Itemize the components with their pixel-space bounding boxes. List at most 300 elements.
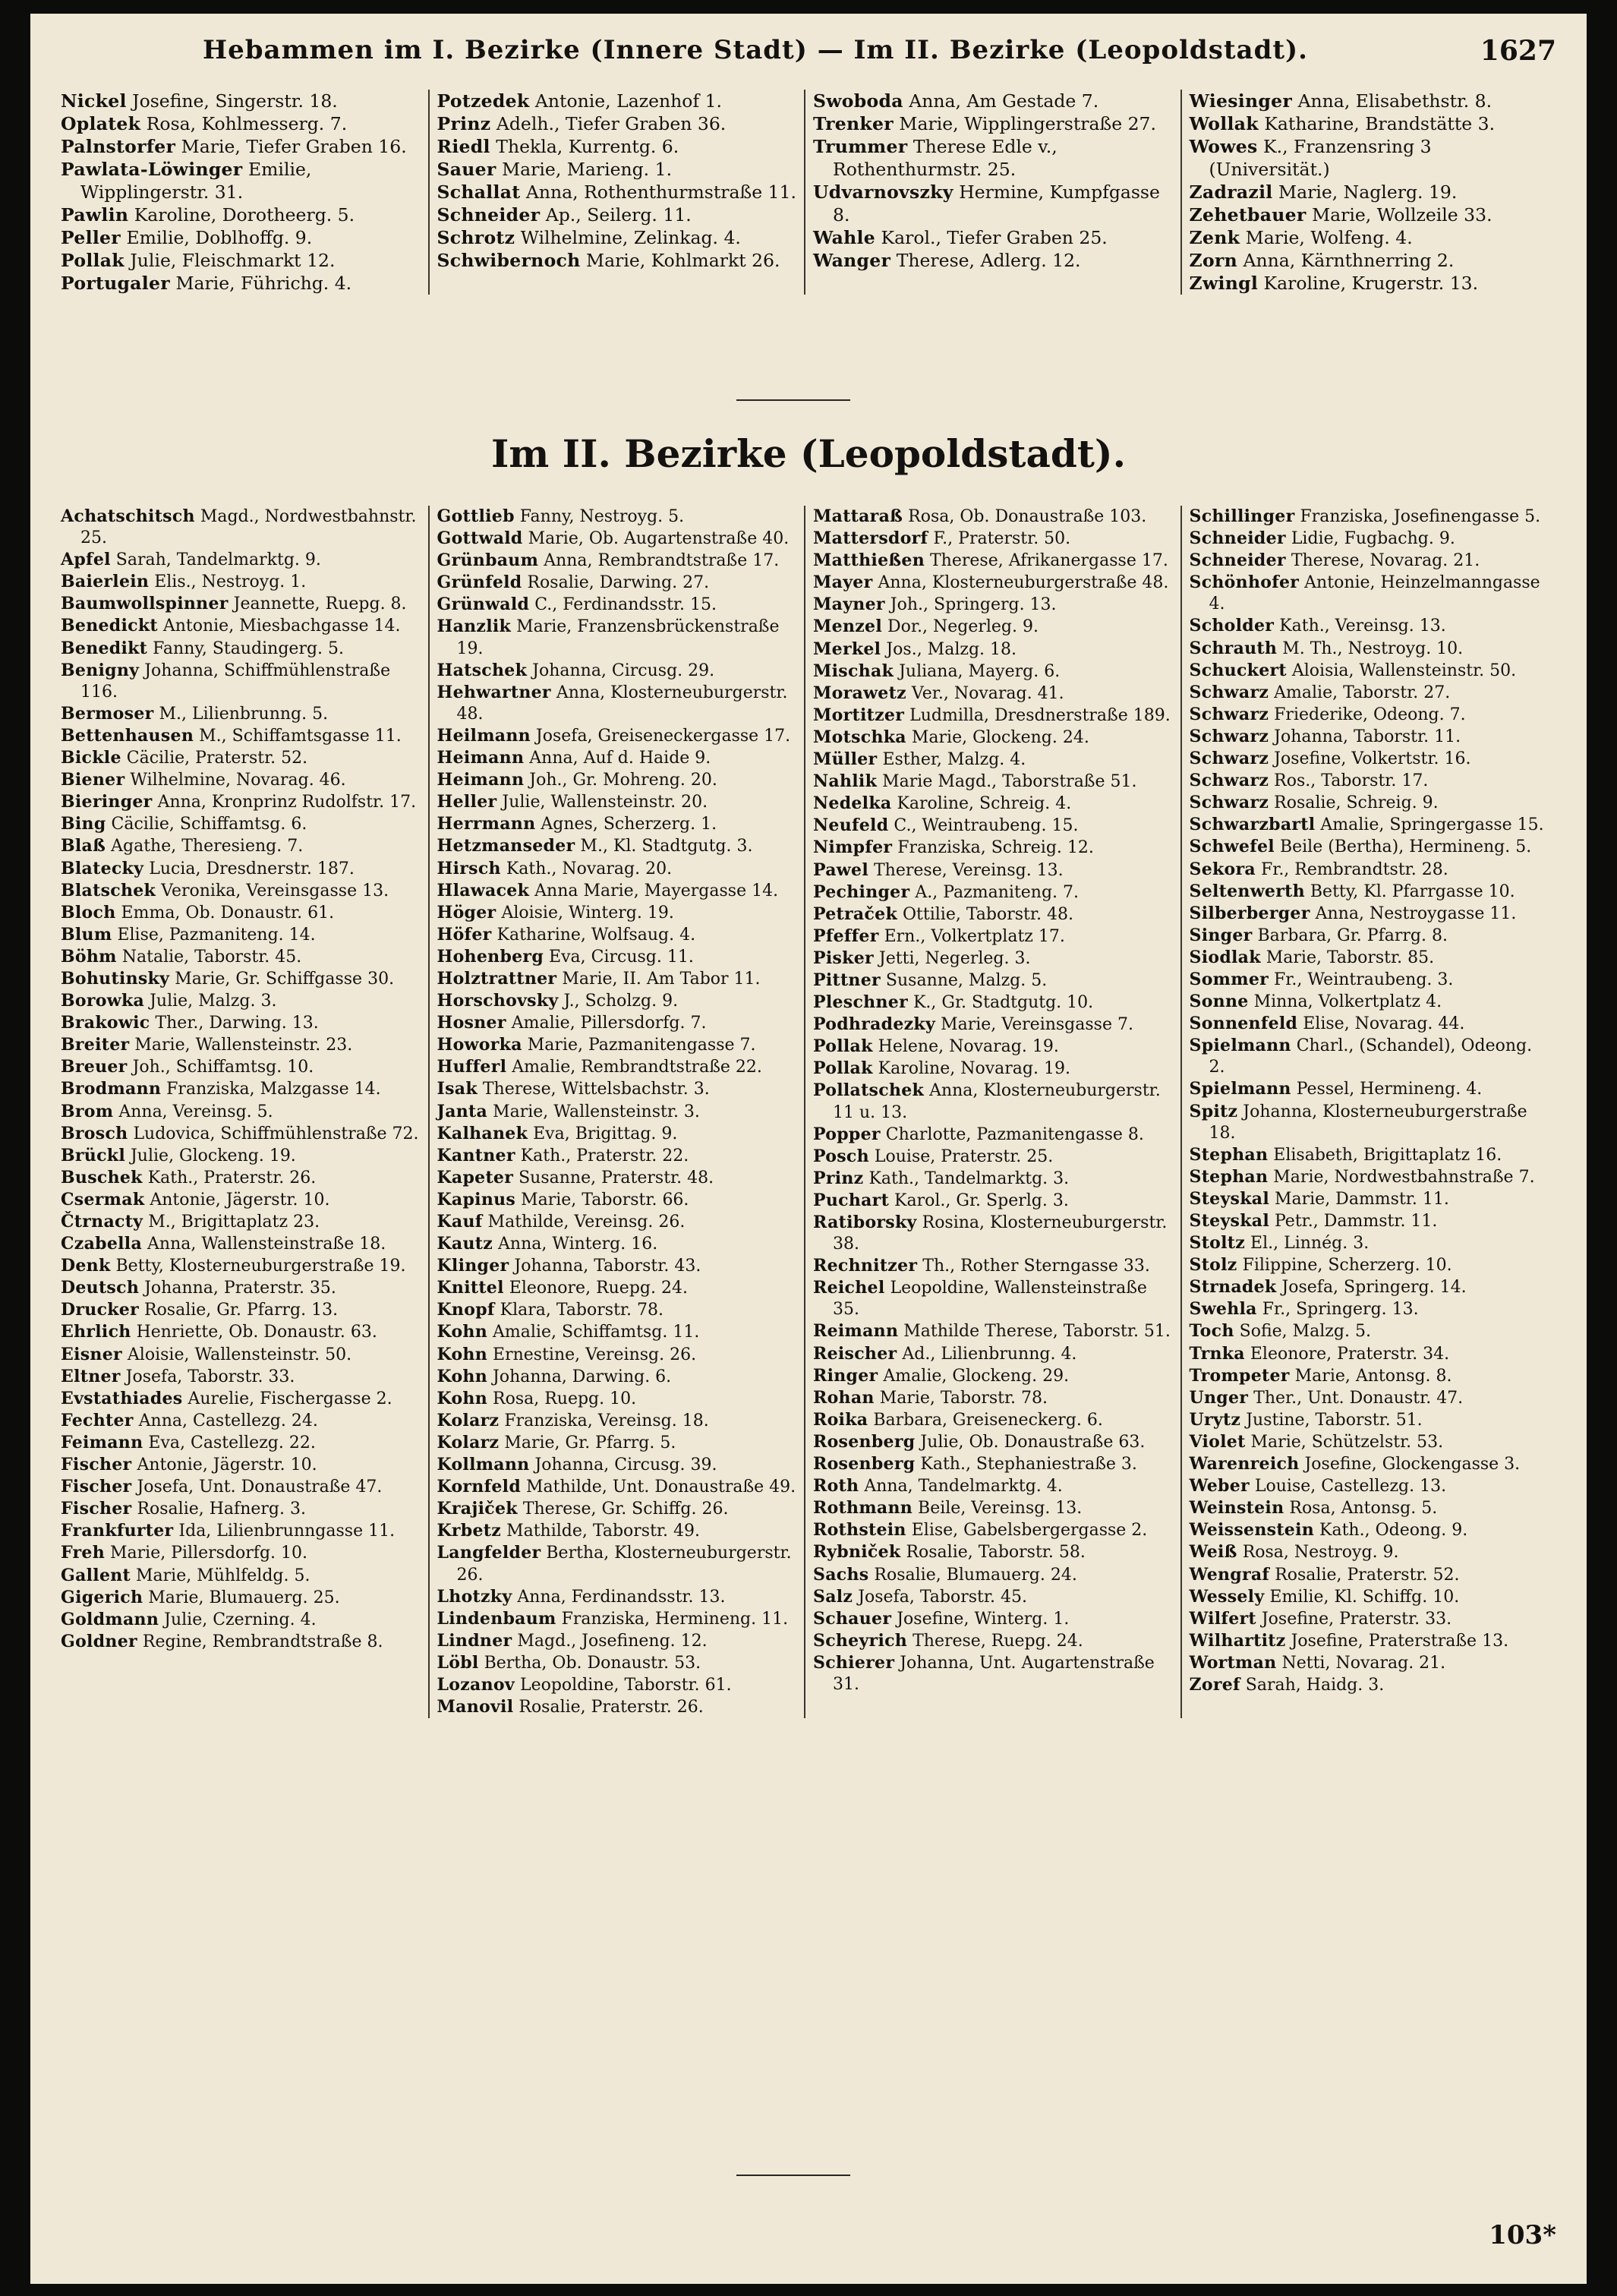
entry-surname: Motschka <box>813 727 906 747</box>
entry-surname: Rosenberg <box>813 1454 916 1474</box>
entry-surname: Deutsch <box>61 1278 140 1298</box>
entry-details: Joh., Gr. Mohreng. 20. <box>529 771 717 790</box>
entry-surname: Toch <box>1189 1321 1234 1342</box>
listing-entry <box>61 1454 421 1476</box>
listing-entry <box>1190 1409 1549 1431</box>
entry-details: Ern., Volkertplatz 17. <box>884 926 1065 946</box>
listing-entry <box>813 815 1173 837</box>
entry-details: Bertha, Ob. Donaustr. 53. <box>484 1653 701 1673</box>
entry-surname: Matthießen <box>813 550 925 571</box>
entry-surname: Kalhanek <box>437 1123 528 1143</box>
entry-details: Marie, Wolfeng. 4. <box>1245 227 1413 248</box>
listing-entry <box>437 682 797 725</box>
entry-surname: Kollmann <box>437 1455 530 1475</box>
entry-surname: Buschek <box>61 1167 143 1187</box>
entry-details: Marie, Wollzeile 33. <box>1312 204 1492 226</box>
listing-entry <box>437 226 797 249</box>
listing-entry <box>61 1565 421 1587</box>
listing-entry <box>813 1519 1173 1541</box>
entry-surname: Lozanov <box>437 1674 515 1695</box>
entry-surname: Udvarnovszky <box>813 181 953 203</box>
entry-surname: Hosner <box>437 1013 506 1033</box>
entry-surname: Lindner <box>437 1630 512 1651</box>
listing-entry <box>813 528 1173 550</box>
entry-details: Rosalie, Gr. Pfarrg. 13. <box>144 1301 339 1320</box>
entry-surname: Violet <box>1189 1431 1246 1452</box>
listing-entry <box>1190 249 1549 272</box>
entry-surname: Schwarzbartl <box>1189 815 1316 835</box>
listing-entry <box>813 1277 1173 1320</box>
listing-entry <box>437 1277 797 1299</box>
entry-surname: Borowka <box>61 991 145 1011</box>
entry-surname: Schauer <box>813 1608 892 1629</box>
entry-surname: Neufeld <box>813 815 889 836</box>
entry-surname: Potzedek <box>437 90 530 112</box>
entry-details: Lidie, Fugbachg. 9. <box>1291 529 1455 549</box>
listing-entry <box>437 1101 797 1123</box>
listing-entry <box>813 1564 1173 1586</box>
entry-details: Marie, Dammstr. 11. <box>1274 1189 1449 1209</box>
entry-surname: Kapeter <box>437 1167 514 1187</box>
signature-mark: 103* <box>1489 2220 1556 2250</box>
listing-entry <box>813 749 1173 771</box>
listing-entry <box>1190 1365 1549 1387</box>
entry-details: Charlotte, Pazmanitengasse 8. <box>885 1124 1144 1144</box>
entry-details: Anna, Rembrandtstraße 17. <box>544 551 780 571</box>
listing-entry <box>1190 1013 1549 1035</box>
listing-entry <box>813 1343 1173 1365</box>
listing-entry <box>813 1431 1173 1453</box>
entry-details: Marie, Antonsg. 8. <box>1294 1366 1452 1386</box>
entry-surname: Spielmann <box>1189 1079 1291 1099</box>
entry-surname: Hetzmanseder <box>437 836 575 856</box>
entry-details: Aloisia, Wallensteinstr. 50. <box>1291 661 1517 680</box>
entry-surname: Reischer <box>813 1343 897 1364</box>
entry-details: Susanne, Malzg. 5. <box>885 970 1048 990</box>
entry-details: Kath., Praterstr. 22. <box>520 1146 689 1165</box>
entry-details: Rosina, Klosterneuburgerstr. 38. <box>833 1213 1168 1254</box>
entry-details: Adelh., Tiefer Graben 36. <box>496 113 727 134</box>
page-header <box>61 35 1556 84</box>
listing-entry <box>437 880 797 902</box>
entry-details: Sofie, Malzg. 5. <box>1239 1322 1371 1342</box>
entry-details: Josefa, Greiseneckergasse 17. <box>535 726 791 746</box>
entry-surname: Schwefel <box>1189 837 1275 857</box>
entry-surname: Steyskal <box>1189 1211 1269 1231</box>
entry-surname: Steyskal <box>1189 1188 1269 1209</box>
entry-surname: Müller <box>813 749 878 770</box>
entry-surname: Schallat <box>437 181 521 203</box>
listing-entry <box>1190 1608 1549 1630</box>
entry-surname: Fischer <box>61 1499 132 1519</box>
listing-entry <box>1190 1210 1549 1232</box>
entry-surname: Grünfeld <box>437 572 522 593</box>
entry-details: Karoline, Schreig. 4. <box>897 794 1072 814</box>
entry-details: Ernestine, Vereinsg. 26. <box>493 1345 697 1364</box>
entry-details: Amalie, Springergasse 15. <box>1320 815 1544 835</box>
entry-details: Therese Edle v., Rothenthurmstr. 25. <box>833 136 1058 180</box>
entry-details: Anna, Winterg. 16. <box>498 1235 658 1254</box>
entry-surname: Rohan <box>813 1387 875 1408</box>
entry-details: Kath., Praterstr. 26. <box>147 1168 317 1187</box>
entry-details: Thekla, Kurrentg. 6. <box>496 136 679 157</box>
entry-details: Rosa, Antonsg. 5. <box>1289 1499 1438 1519</box>
entry-surname: Schillinger <box>1189 506 1295 526</box>
entry-details: Agnes, Scherzerg. 1. <box>541 815 717 834</box>
entry-details: Beile (Bertha), Hermineng. 5. <box>1279 837 1532 857</box>
listing-entry <box>61 1277 421 1299</box>
entry-surname: Seltenwerth <box>1189 881 1305 901</box>
entry-details: Marie, Glockeng. 24. <box>911 727 1089 747</box>
listing-entry <box>61 1012 421 1034</box>
column-3 <box>804 90 1180 295</box>
district-2-listing <box>61 506 1556 1718</box>
entry-details: Agathe, Theresieng. 7. <box>111 837 304 856</box>
listing-entry <box>437 135 797 158</box>
entry-details: Juliana, Mayerg. 6. <box>899 661 1061 681</box>
listing-entry <box>1190 1630 1549 1652</box>
entry-details: Ottilie, Taborstr. 48. <box>903 904 1073 924</box>
entry-surname: Schwibernoch <box>437 250 581 271</box>
entry-surname: Pechinger <box>813 882 910 902</box>
entry-surname: Nimpfer <box>813 837 893 858</box>
entry-details: Johanna, Circusg. 39. <box>534 1456 717 1475</box>
entry-details: Marie, Pillersdorfg. 10. <box>110 1544 307 1563</box>
listing-entry <box>813 793 1173 815</box>
entry-details: Fr., Springerg. 13. <box>1262 1300 1419 1320</box>
entry-surname: Stolz <box>1189 1255 1237 1276</box>
entry-surname: Rosenberg <box>813 1431 916 1452</box>
entry-surname: Schwarz <box>1189 749 1269 769</box>
entry-details: Julie, Fleischmarkt 12. <box>130 250 336 271</box>
entry-surname: Pleschner <box>813 992 908 1013</box>
entry-details: Jetti, Negerleg. 3. <box>878 948 1031 968</box>
entry-details: Rosalie, Praterstr. 26. <box>519 1698 704 1717</box>
entry-surname: Sommer <box>1189 969 1269 989</box>
listing-entry <box>813 506 1173 528</box>
listing-entry <box>61 1344 421 1366</box>
listing-entry <box>437 572 797 594</box>
entry-details: Anna, Ferdinandsstr. 13. <box>517 1587 726 1607</box>
entry-surname: Schwarz <box>1189 726 1269 746</box>
listing-entry <box>437 769 797 791</box>
entry-details: Eleonore, Ruepg. 24. <box>509 1279 688 1298</box>
entry-surname: Spitz <box>1189 1101 1238 1121</box>
listing-entry <box>61 1631 421 1653</box>
entry-surname: Schneider <box>437 204 541 226</box>
listing-entry <box>437 1696 797 1718</box>
entry-details: Therese, Vereinsg. 13. <box>874 860 1064 880</box>
entry-surname: Csermak <box>61 1189 145 1210</box>
entry-details: J., Scholzg. 9. <box>563 992 679 1011</box>
entry-surname: Trnka <box>1189 1343 1245 1364</box>
entry-details: Jeannette, Ruepg. 8. <box>233 594 407 614</box>
listing-entry <box>437 1388 797 1410</box>
entry-surname: Blaß <box>61 836 106 856</box>
entry-details: Marie, Schützelstr. 53. <box>1250 1432 1444 1452</box>
listing-entry <box>437 1255 797 1277</box>
listing-entry <box>813 970 1173 992</box>
entry-surname: Silberberger <box>1189 903 1310 923</box>
entry-details: Hermine, Kumpfgasse 8. <box>833 181 1160 226</box>
listing-entry <box>437 1145 797 1167</box>
entry-details: Anna, Kronprinz Rudolfstr. 17. <box>157 793 417 812</box>
entry-surname: Mortitzer <box>813 705 905 725</box>
entry-details: Kath., Stephaniestraße 3. <box>920 1455 1137 1474</box>
listing-entry <box>1190 1276 1549 1298</box>
entry-details: Julie, Czerning. 4. <box>164 1610 317 1629</box>
entry-details: Joh., Schiffamtsg. 10. <box>132 1058 314 1077</box>
entry-surname: Roika <box>813 1409 868 1430</box>
listing-entry <box>813 992 1173 1014</box>
entry-details: Marie, Nordwestbahnstraße 7. <box>1273 1167 1535 1187</box>
entry-details: Eva, Circusg. 11. <box>549 947 694 967</box>
entry-details: Josefine, Glockengasse 3. <box>1304 1455 1521 1474</box>
listing-entry <box>437 835 797 857</box>
listing-entry <box>437 1321 797 1343</box>
entry-details: Th., Rother Sterngasse 33. <box>922 1257 1150 1276</box>
entry-surname: Pollak <box>813 1058 873 1079</box>
entry-surname: Hohenberg <box>437 946 544 967</box>
entry-surname: Manovil <box>437 1697 514 1717</box>
entry-details: M. Th., Nestroyg. 10. <box>1282 639 1464 658</box>
listing-entry <box>813 550 1173 572</box>
entry-details: Betty, Kl. Pfarrgasse 10. <box>1310 882 1515 901</box>
listing-entry <box>1190 1254 1549 1276</box>
listing-entry <box>437 112 797 135</box>
entry-details: Elise, Gabelsbergergasse 2. <box>911 1521 1148 1541</box>
entry-surname: Benedikt <box>61 638 148 658</box>
listing-entry <box>437 1674 797 1696</box>
entry-surname: Rothmann <box>813 1498 913 1519</box>
entry-surname: Palnstorfer <box>61 136 176 157</box>
entry-details: Emma, Ob. Donaustr. 61. <box>121 903 335 922</box>
entry-surname: Bermoser <box>61 703 154 724</box>
entry-details: Karoline, Dorotheerg. 5. <box>134 204 355 226</box>
entry-surname: Rybniček <box>813 1542 901 1563</box>
entry-details: Marie, II. Am Tabor 11. <box>562 969 761 989</box>
listing-entry <box>813 1630 1173 1652</box>
entry-details: Anna, Wallensteinstraße 18. <box>147 1235 386 1254</box>
entry-surname: Kolarz <box>437 1432 500 1452</box>
listing-entry <box>61 1388 421 1410</box>
entry-surname: Rechnitzer <box>813 1256 918 1276</box>
listing-entry <box>437 1012 797 1034</box>
entry-details: Johanna, Unt. Augartenstraße 31. <box>833 1653 1155 1694</box>
listing-entry <box>813 594 1173 616</box>
entry-surname: Menzel <box>813 617 882 637</box>
listing-entry <box>1190 704 1549 726</box>
entry-details: Karoline, Krugerstr. 13. <box>1263 273 1479 294</box>
entry-details: Kath., Odeong. 9. <box>1319 1521 1468 1541</box>
listing-entry <box>1190 660 1549 682</box>
entry-details: Marie, Taborstr. 66. <box>521 1190 689 1210</box>
entry-details: A., Pazmaniteng. 7. <box>915 882 1080 902</box>
entry-details: Fr., Rembrandtstr. 28. <box>1260 859 1448 879</box>
listing-entry <box>1190 1586 1549 1608</box>
listing-entry <box>61 924 421 946</box>
entry-surname: Wahle <box>813 227 876 248</box>
listing-entry <box>61 1366 421 1388</box>
entry-surname: Breuer <box>61 1057 128 1077</box>
entry-surname: Petraček <box>813 904 897 924</box>
entry-details: Leopoldine, Wallensteinstraße 35. <box>833 1279 1147 1320</box>
entry-details: K., Gr. Stadtgutg. 10. <box>913 993 1094 1013</box>
entry-details: Josefine, Volkertstr. 16. <box>1274 749 1471 769</box>
listing-entry <box>437 1233 797 1255</box>
listing-entry <box>1190 814 1549 836</box>
listing-entry <box>813 1409 1173 1431</box>
listing-entry <box>61 158 421 203</box>
entry-details: Joh., Springerg. 13. <box>890 595 1057 615</box>
listing-entry <box>1190 1166 1549 1188</box>
listing-entry <box>437 1586 797 1608</box>
entry-details: Petr., Dammstr. 11. <box>1274 1212 1438 1231</box>
listing-entry <box>437 902 797 924</box>
entry-surname: Czabella <box>61 1234 143 1254</box>
entry-details: Ida, Lilienbrunngasse 11. <box>178 1522 396 1541</box>
entry-details: Karoline, Novarag. 19. <box>878 1059 1070 1079</box>
entry-surname: Bettenhausen <box>61 725 194 746</box>
entry-details: Wilhelmine, Zelinkag. 4. <box>520 227 741 248</box>
entry-details: Marie, Marieng. 1. <box>502 159 673 180</box>
entry-details: Ther., Unt. Donaustr. 47. <box>1253 1388 1464 1408</box>
listing-entry <box>1190 1431 1549 1453</box>
entry-details: Louise, Praterstr. 25. <box>874 1146 1054 1166</box>
listing-entry <box>1190 792 1549 814</box>
entry-details: C., Ferdinandsstr. 15. <box>534 595 717 615</box>
entry-details: Anna, Rothenthurmstraße 11. <box>525 181 797 203</box>
listing-entry <box>61 135 421 158</box>
entry-surname: Weber <box>1189 1476 1250 1496</box>
entry-details: Aloisie, Wallensteinstr. 50. <box>127 1345 352 1364</box>
listing-entry <box>61 946 421 968</box>
listing-entry <box>813 727 1173 749</box>
entry-details: Josefine, Praterstr. 33. <box>1261 1609 1452 1629</box>
entry-details: Sarah, Haidg. 3. <box>1245 1675 1385 1695</box>
entry-surname: Čtrnacty <box>61 1212 143 1232</box>
listing-entry <box>813 639 1173 661</box>
entry-surname: Kohn <box>437 1388 488 1408</box>
entry-details: Aloisie, Winterg. 19. <box>501 903 674 922</box>
entry-surname: Kohn <box>437 1344 488 1364</box>
entry-details: Anna, Auf d. Haide 9. <box>529 749 711 768</box>
entry-details: Johanna, Klosterneuburgerstraße 18. <box>1209 1102 1527 1143</box>
column-4 <box>1180 90 1557 295</box>
listing-entry <box>437 203 797 226</box>
entry-surname: Prinz <box>437 113 491 134</box>
entry-surname: Spielmann <box>1189 1036 1291 1056</box>
entry-surname: Wowes <box>1189 136 1258 157</box>
entry-surname: Scheyrich <box>813 1630 908 1651</box>
entry-surname: Eisner <box>61 1344 122 1364</box>
entry-surname: Posch <box>813 1146 869 1166</box>
entry-surname: Höfer <box>437 924 492 945</box>
entry-surname: Brakowic <box>61 1013 150 1033</box>
entry-details: Ap., Seilerg. 11. <box>545 204 692 226</box>
entry-surname: Schneider <box>1189 550 1286 571</box>
entry-surname: Kohn <box>437 1366 488 1386</box>
listing-entry <box>61 1498 421 1520</box>
entry-details: Rosa, Ob. Donaustraße 103. <box>908 507 1147 526</box>
entry-details: Louise, Castellezg. 13. <box>1254 1477 1447 1496</box>
entry-surname: Kautz <box>437 1234 493 1254</box>
listing-entry <box>1190 90 1549 112</box>
entry-details: Therese, Afrikanergasse 17. <box>930 551 1168 571</box>
listing-entry <box>61 571 421 593</box>
entry-details: Ver., Novarag. 41. <box>911 683 1064 703</box>
entry-details: Filippine, Scherzerg. 10. <box>1242 1256 1452 1276</box>
entry-surname: Swoboda <box>813 90 903 112</box>
entry-details: Franziska, Vereinsg. 18. <box>504 1411 709 1430</box>
listing-entry <box>437 1189 797 1211</box>
entry-details: Susanne, Praterstr. 48. <box>519 1168 714 1187</box>
listing-entry <box>437 550 797 572</box>
entry-details: Marie, Ob. Augartenstraße 40. <box>528 529 790 549</box>
column-1 <box>61 90 428 295</box>
entry-surname: Urytz <box>1189 1409 1241 1430</box>
entry-details: Beile, Vereinsg. 13. <box>918 1499 1083 1519</box>
entry-surname: Nedelka <box>813 793 892 814</box>
listing-entry <box>1190 682 1549 704</box>
listing-entry <box>437 946 797 968</box>
listing-entry <box>1190 947 1549 969</box>
listing-entry <box>61 1476 421 1498</box>
listing-entry <box>813 904 1173 926</box>
running-title: Hebammen im I. Bezirke (Innere Stadt) — Im II. Bezirke (Leopoldstadt). <box>203 35 1308 65</box>
listing-entry <box>437 1542 797 1585</box>
listing-entry <box>1190 836 1549 858</box>
entry-surname: Ringer <box>813 1365 878 1386</box>
column-4 <box>1180 506 1557 1718</box>
listing-entry <box>1190 1541 1549 1563</box>
entry-details: Therese, Wittelsbachstr. 3. <box>482 1080 710 1099</box>
entry-surname: Schneider <box>1189 528 1286 549</box>
listing-entry <box>61 725 421 747</box>
entry-details: Katharine, Wolfsaug. 4. <box>496 925 696 945</box>
entry-details: Elis., Nestroyg. 1. <box>154 572 307 592</box>
listing-entry <box>1190 638 1549 660</box>
entry-surname: Grünbaum <box>437 550 539 571</box>
entry-surname: Singer <box>1189 925 1253 945</box>
listing-entry <box>813 226 1173 249</box>
listing-entry <box>61 791 421 813</box>
entry-surname: Feimann <box>61 1432 143 1452</box>
entry-surname: Pittner <box>813 970 881 990</box>
entry-surname: Zenk <box>1189 227 1240 248</box>
entry-surname: Kornfeld <box>437 1477 521 1497</box>
listing-entry <box>437 747 797 769</box>
listing-entry <box>1190 770 1549 792</box>
entry-details: Anna, Klosterneuburgerstr. 11 u. 13. <box>833 1081 1161 1122</box>
entry-details: Julie, Ob. Donaustraße 63. <box>920 1432 1146 1452</box>
entry-details: Johanna, Circusg. 29. <box>532 661 715 680</box>
entry-details: Therese, Ruepg. 24. <box>913 1631 1083 1651</box>
listing-entry <box>437 791 797 813</box>
entry-surname: Böhm <box>61 946 117 967</box>
entry-details: Mathilde Therese, Taborstr. 51. <box>903 1322 1171 1342</box>
entry-details: Rosalie, Darwing. 27. <box>527 573 710 593</box>
entry-details: Friederike, Odeong. 7. <box>1274 705 1466 724</box>
entry-details: Rosalie, Taborstr. 58. <box>906 1543 1086 1563</box>
listing-entry <box>1190 1078 1549 1100</box>
listing-entry <box>813 1586 1173 1608</box>
entry-details: Marie, Tiefer Graben 16. <box>181 136 407 157</box>
entry-surname: Morawetz <box>813 683 906 703</box>
entry-surname: Weiß <box>1189 1542 1237 1563</box>
entry-details: Karol., Tiefer Graben 25. <box>881 227 1108 248</box>
listing-entry <box>61 615 421 637</box>
